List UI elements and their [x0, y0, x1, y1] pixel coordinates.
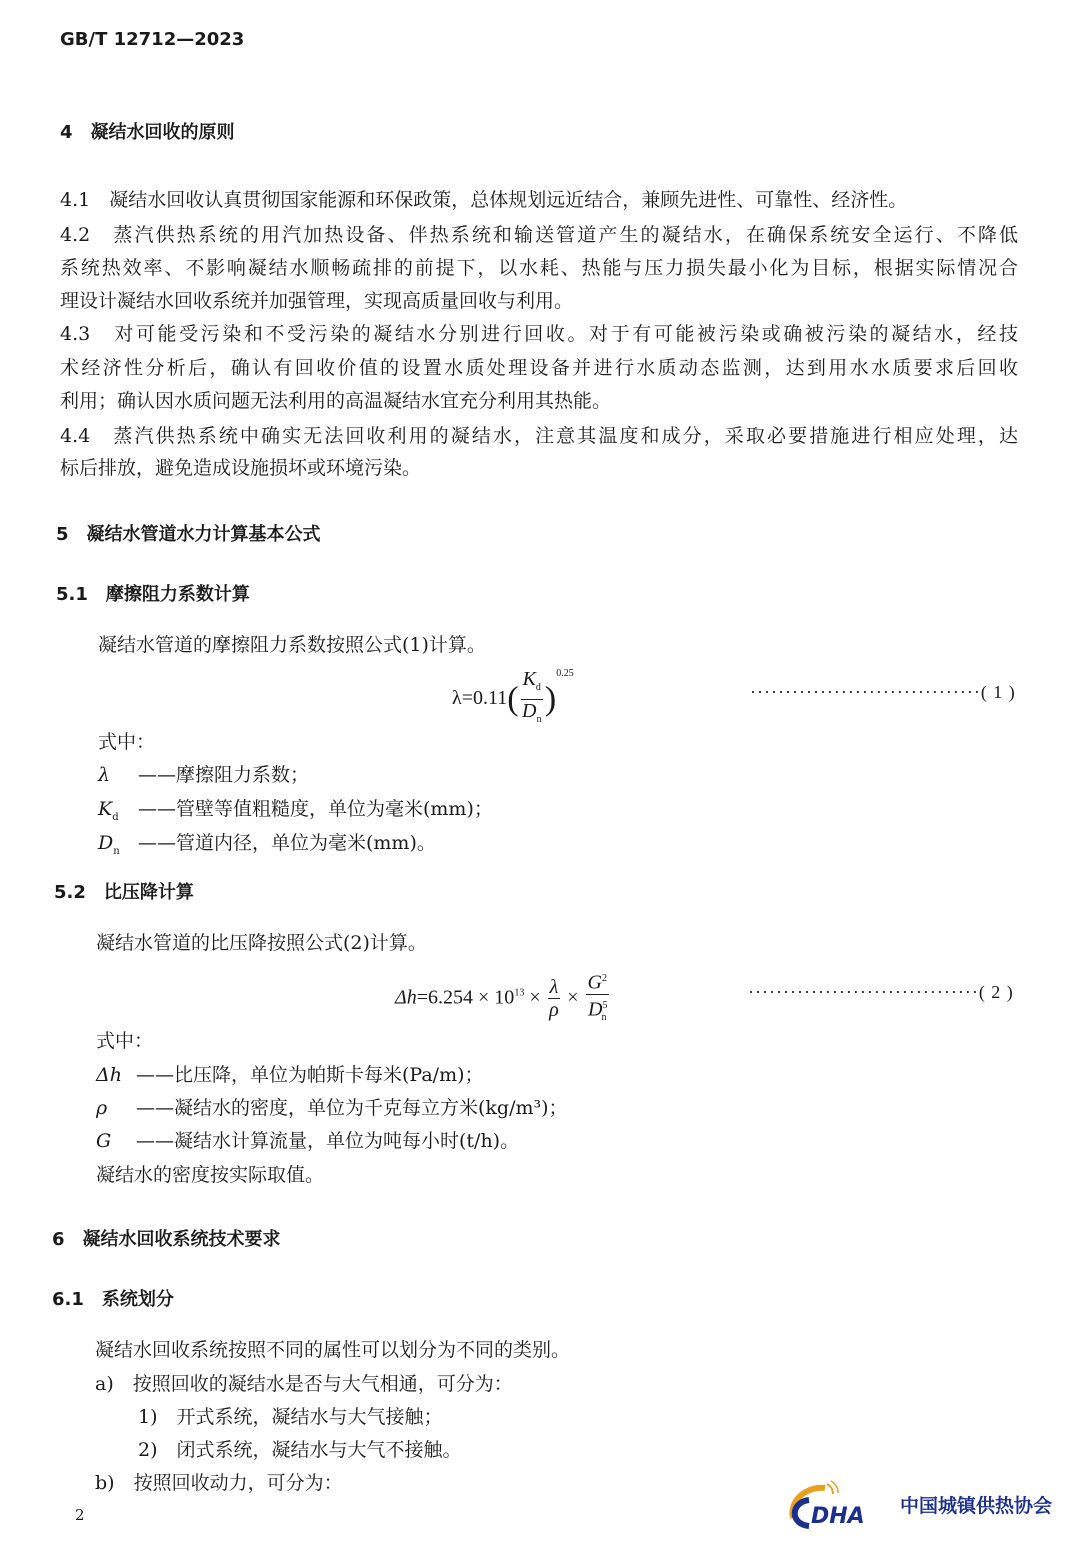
formula-num: G	[587, 971, 602, 994]
var-desc: ——凝结水的密度，单位为千克每立方米(kg/m³)；	[136, 1097, 568, 1119]
where-label: 式中：	[98, 731, 156, 753]
cdha-logo-icon	[785, 1478, 890, 1530]
formula-den: ρ	[549, 999, 559, 1022]
formula-num: λ	[549, 976, 559, 999]
clause-4-3-line: 利用；确认因水质问题无法利用的高温凝结水宜充分利用其热能。	[60, 390, 612, 412]
formula-sub: n	[536, 714, 542, 725]
formula-num: K	[522, 668, 536, 690]
formula-den: D	[588, 998, 603, 1021]
var-symbol: G	[96, 1130, 112, 1152]
standard-number: GB/T 12712—2023	[60, 29, 245, 50]
section-5-title: 5 凝结水管道水力计算基本公式	[56, 524, 321, 545]
section-4-title: 4 凝结水回收的原则	[60, 122, 235, 143]
page-number: 2	[75, 1506, 85, 1524]
clause-4-3-line: 术经济性分析后，确认有回收价值的设置水质处理设备并进行水质动态监测，达到用水水质要求后回收	[60, 357, 1018, 379]
var-desc: ——管壁等值粗糙度，单位为毫米(mm)；	[138, 798, 493, 820]
var-symbol: Δh	[96, 1064, 122, 1086]
formula-symbol: Δh	[395, 986, 417, 1009]
formula-2	[395, 968, 611, 1029]
clause-4-4-line: 4.4 蒸汽供热系统中确实无法回收利用的凝结水，注意其温度和成分，采取必要措施进行相应处理，达	[60, 425, 1018, 447]
var-sub: n	[113, 845, 120, 857]
clause-4-2-line: 理设计凝结水回收系统并加强管理，实现高质量回收与利用。	[60, 290, 574, 312]
var-sub: d	[112, 811, 119, 823]
variable-def	[96, 1063, 484, 1087]
leader-dots	[750, 682, 1016, 703]
var-symbol: D	[98, 832, 114, 854]
var-symbol: K	[98, 798, 113, 820]
formula-exponent: 0.25	[556, 668, 574, 680]
formula-text: =0.11	[461, 687, 508, 710]
times: ×	[529, 986, 541, 1009]
section-6-title: 6 凝结水回收系统技术要求	[52, 1229, 281, 1250]
paragraph: 凝结水回收系统按照不同的属性可以划分为不同的类别。	[95, 1339, 571, 1361]
clause-4-1: 4.1 凝结水回收认真贯彻国家能源和环保政策，总体规划远近结合，兼顾先进性、可靠性、经济性。	[60, 189, 908, 211]
paragraph: 凝结水的密度按实际取值。	[96, 1164, 325, 1186]
svg-text:DHA: DHA	[811, 1504, 865, 1529]
variable-def	[98, 797, 493, 830]
paragraph: 凝结水管道的比压降按照公式(2)计算。	[96, 932, 427, 954]
var-desc: ——比压降，单位为帕斯卡每米(Pa/m)；	[136, 1064, 484, 1086]
equation-number: ( 2 )	[978, 982, 1014, 1002]
leader-dots	[748, 982, 1014, 1003]
list-item-a1: 1) 开式系统，凝结水与大气接触；	[138, 1406, 443, 1428]
clause-4-3-line: 4.3 对可能受污染和不受污染的凝结水分别进行回收。对于有可能被污染或确被污染的凝结水，经技	[60, 323, 1018, 345]
var-desc: ——凝结水计算流量，单位为吨每小时(t/h)。	[136, 1130, 520, 1152]
list-item-a: a) 按照回收的凝结水是否与大气相通，可分为：	[95, 1373, 513, 1395]
list-item-a2: 2) 闭式系统，凝结水与大气不接触。	[138, 1439, 462, 1461]
formula-den: D	[522, 700, 537, 722]
list-item-b: b) 按照回收动力，可分为：	[95, 1472, 343, 1494]
formula-exponent: 13	[514, 987, 525, 999]
paragraph: 凝结水管道的摩擦阻力系数按照公式(1)计算。	[98, 634, 486, 656]
formula-text: =6.254 × 10	[416, 986, 515, 1009]
section-5-2-title: 5.2 比压降计算	[54, 882, 194, 903]
formula-sub: d	[535, 682, 541, 693]
formula-sub: n	[601, 1012, 607, 1024]
var-desc: ——摩擦阻力系数；	[138, 764, 310, 786]
clause-4-4-line: 标后排放，避免造成设施损坏或环境污染。	[60, 457, 422, 479]
variable-def	[98, 831, 436, 864]
formula-sup: 5	[602, 999, 608, 1011]
variable-def	[96, 1129, 519, 1153]
formula-1: λ=0.11( $\frac{K_d}{D_n}$ )$^{0.25}$	[452, 668, 574, 725]
dots: ·································	[748, 982, 979, 1002]
var-symbol: λ	[98, 764, 111, 786]
equation-number: ( 1 )	[980, 682, 1016, 702]
var-symbol: ρ	[96, 1097, 108, 1119]
dots: ·································	[750, 682, 981, 702]
times: ×	[567, 986, 579, 1009]
var-desc: ——管道内径，单位为毫米(mm)。	[138, 832, 436, 854]
clause-4-2-line: 系统热效率、不影响凝结水顺畅疏排的前提下，以水耗、热能与压力损失最小化为目标，根据实际情况合	[60, 257, 1018, 279]
variable-def	[96, 1096, 568, 1120]
variable-def	[98, 763, 309, 787]
formula-symbol: λ	[452, 687, 462, 710]
where-label: 式中：	[96, 1030, 154, 1052]
org-name: 中国城镇供热协会	[900, 1494, 1053, 1517]
formula-sup: 2	[602, 973, 607, 984]
cdha-logo	[785, 1478, 1052, 1530]
section-6-1-title: 6.1 系统划分	[52, 1289, 174, 1310]
clause-4-2-line: 4.2 蒸汽供热系统的用汽加热设备、伴热系统和输送管道产生的凝结水，在确保系统安全运行、不降低	[60, 224, 1018, 246]
section-5-1-title: 5.1 摩擦阻力系数计算	[56, 584, 250, 605]
